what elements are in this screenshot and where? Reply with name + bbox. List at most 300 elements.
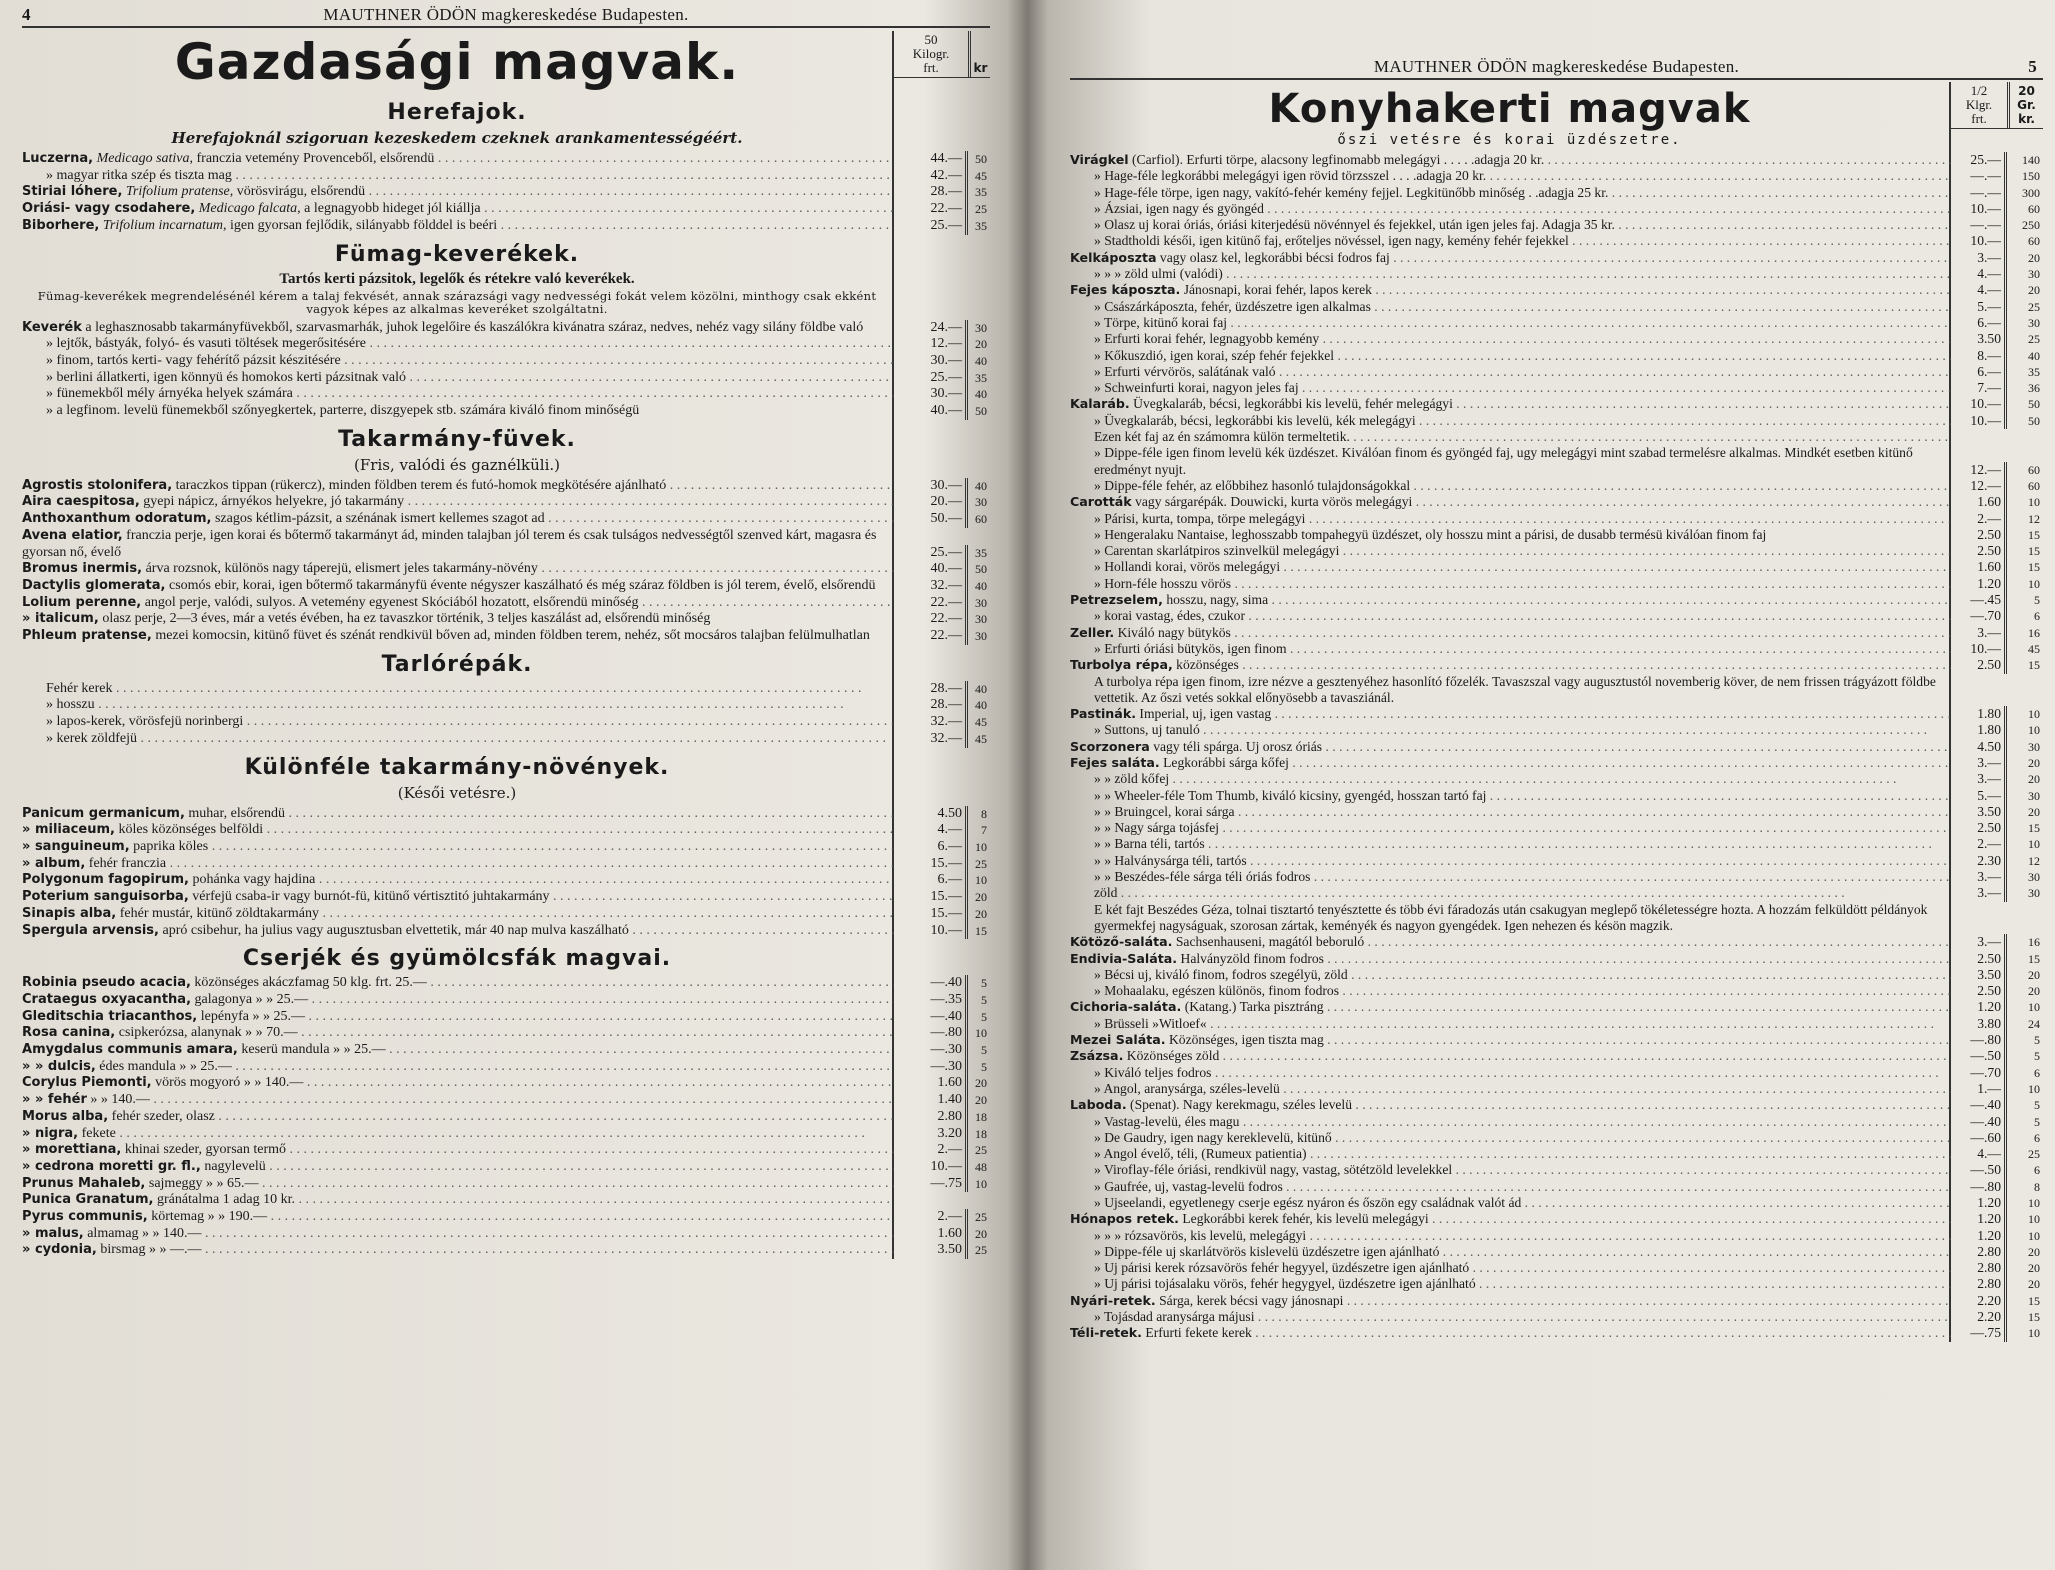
price-cell	[1951, 934, 2043, 950]
item-name: » malus,	[22, 1225, 84, 1241]
item-text	[1070, 511, 1951, 527]
price-kr: 10	[975, 1026, 987, 1041]
item-desc: közönséges akáczfamag	[194, 975, 330, 991]
price-kr: 140	[2022, 153, 2040, 167]
item-text	[1070, 1276, 1951, 1292]
item-desc: » Hollandi korai, vörös melegágyi	[1094, 559, 1281, 575]
price-frt: 1.20	[1951, 576, 2007, 592]
item-text	[1070, 413, 1951, 429]
price-kr: 60	[2028, 234, 2040, 249]
price-frt: 10.—	[1951, 413, 2007, 429]
price-cell	[1951, 1130, 2043, 1146]
catalog-row	[1070, 1260, 2043, 1276]
price-frt: 22.—	[894, 628, 968, 645]
catalog-row	[1070, 625, 2043, 641]
price-cell	[1951, 1325, 2043, 1341]
catalog-row	[22, 511, 990, 528]
price-kr: 40	[975, 353, 987, 368]
price-cell	[894, 856, 990, 873]
item-desc: E két fajt Beszédes Géza, tolnai tisztartó tenyésztette és több évi fáradozás után csakugyan meglepő tökéletességre hozta. A hozzám felküldött példányok gyermekfej nagyságuak, szorosan zártak, keményék és nagyon gyengédek. Igen nehezen és késön magzik.	[1094, 901, 1928, 933]
item-desc: » Schweinfurti korai, nagyon jeles faj	[1094, 380, 1299, 396]
item-desc: köles közönséges belföldi	[118, 822, 264, 838]
catalog-row	[22, 1209, 990, 1226]
item-text	[1070, 739, 1951, 755]
item-extra: » » —.—	[148, 1242, 202, 1258]
item-text	[1070, 1244, 1951, 1260]
item-text	[1070, 788, 1951, 804]
price-cell	[1951, 657, 2043, 673]
price-cell	[1951, 1114, 2043, 1130]
price-frt: 12.—	[1951, 478, 2007, 494]
catalog-row	[1070, 364, 2043, 380]
price-cell	[894, 923, 990, 940]
item-desc: » Angol, aranysárga, széles-levelü	[1094, 1080, 1280, 1096]
item-desc: » » Nagy sárga tojásfej	[1094, 820, 1220, 836]
price-kr: 5	[2034, 593, 2040, 608]
catalog-row	[22, 1009, 990, 1026]
price-cell	[894, 511, 990, 528]
item-text	[1070, 364, 1951, 380]
item-text	[1070, 755, 1951, 771]
price-kr: 60	[975, 512, 987, 527]
price-kr: 30	[2028, 870, 2040, 885]
price-frt: 3.—	[1951, 755, 2007, 771]
item-text	[1070, 1114, 1951, 1130]
item-desc: (Carfiol). Erfurti törpe, alacsony legfinomabb melegágyi . . . . .adagja 20 kr.	[1132, 152, 1545, 167]
price-kr: 30	[975, 629, 987, 644]
item-name: Poterium sanguisorba,	[22, 889, 189, 905]
item-desc: khinai szeder, gyorsan termő	[124, 1142, 287, 1158]
catalog-row	[22, 151, 990, 168]
price-cell	[894, 1025, 990, 1042]
item-text	[22, 403, 894, 420]
price-cell	[1951, 299, 2043, 315]
price-cell	[1951, 625, 2043, 641]
price-cell	[894, 839, 990, 856]
catalog-row	[1070, 494, 2043, 510]
price-frt: —.—	[1951, 217, 2007, 233]
item-name: Sinapis alba,	[22, 905, 117, 921]
tarlorepak-list	[22, 681, 990, 748]
price-kr: 20	[975, 890, 987, 905]
price-cell	[894, 578, 990, 595]
price-kr: 15	[2028, 1293, 2040, 1308]
item-text	[22, 528, 894, 561]
item-desc: Közönséges zöld	[1126, 1048, 1220, 1064]
catalog-row	[22, 872, 990, 889]
frt-label: frt.	[1971, 111, 1987, 126]
price-kr: 20	[975, 906, 987, 921]
item-text	[1070, 250, 1951, 266]
item-name: » sanguineum,	[22, 838, 130, 854]
price-kr: 35	[2028, 364, 2040, 379]
item-desc: fehér franczia	[88, 855, 167, 871]
price-frt: 28.—	[894, 681, 968, 698]
item-text	[22, 353, 894, 370]
item-desc: hosszu, nagy, sima	[1166, 592, 1269, 608]
price-cell	[894, 1209, 990, 1226]
catalog-row	[1070, 152, 2043, 168]
price-frt: 3.—	[1951, 625, 2007, 641]
price-kr: 5	[981, 1043, 987, 1058]
item-desc: » Császárkáposzta, fehér, üzdészetre igen alkalmas	[1094, 298, 1371, 314]
item-desc: » Carentan skarlátpiros szinvelkül melegágyi	[1094, 543, 1340, 559]
catalog-row	[22, 714, 990, 731]
price-cell	[1951, 527, 2043, 543]
price-kr: 40	[975, 681, 987, 696]
catalog-row	[22, 1075, 990, 1092]
price-frt: 2.20	[1951, 1293, 2007, 1309]
item-text	[22, 1126, 894, 1143]
catalog-row	[1070, 592, 2043, 608]
price-frt: 2.50	[1951, 527, 2007, 543]
item-desc: » finom, tartós kerti- vagy fehérítő pázsit készitésére	[46, 352, 341, 368]
price-kr: 30	[975, 320, 987, 335]
item-desc: lepényfa	[200, 1008, 249, 1024]
price-kr: 5	[981, 976, 987, 991]
qty-label: 1/2	[1970, 83, 1988, 98]
price-kr: 25	[975, 856, 987, 871]
catalog-row	[1070, 836, 2043, 852]
price-cell	[1951, 168, 2043, 184]
item-desc: » Hengeralaku Nantaise, leghosszabb tompahegyü üzdészet, oly hosszu mint a párisi, de dusabb termésü kiválóan finom faj	[1094, 526, 1767, 542]
unit-label: Kilogr.	[912, 46, 950, 61]
item-desc: » Uj párisi kerek rózsavörös fehér hegyyel, üzdészetre igen ajánlható	[1094, 1260, 1470, 1276]
price-kr: 50	[975, 562, 987, 577]
price-cell	[894, 386, 990, 403]
catalog-row	[1070, 1162, 2043, 1178]
price-kr: 5	[2034, 1033, 2040, 1048]
price-kr: 40	[2028, 348, 2040, 363]
herefajok-list	[22, 151, 990, 235]
price-frt: 15.—	[894, 906, 968, 923]
catalog-row	[22, 386, 990, 403]
left-grid	[22, 31, 990, 1259]
item-text	[1070, 380, 1951, 396]
price-kr: 25	[2028, 1147, 2040, 1162]
item-text	[1070, 1195, 1951, 1211]
item-text	[22, 320, 894, 337]
catalog-row	[22, 628, 990, 645]
item-text	[22, 731, 894, 748]
price-kr: 7	[981, 823, 987, 838]
konyhakerti-list	[1070, 152, 2043, 1342]
item-text	[1070, 657, 1951, 673]
price-frt: 2.—	[894, 1142, 968, 1159]
item-desc: Legkorábbi kerek fehér, kis levelü melegágyi	[1182, 1211, 1429, 1227]
price-kr: 10	[975, 839, 987, 854]
item-name: Fejes káposzta.	[1070, 282, 1181, 298]
catalog-row	[22, 1025, 990, 1042]
price-frt: 4.50	[894, 806, 968, 823]
price-cell	[1951, 380, 2043, 396]
price-kr: 15	[975, 923, 987, 938]
price-cell	[894, 1009, 990, 1026]
price-frt: 7.—	[1951, 380, 2007, 396]
price-kr: 30	[975, 612, 987, 627]
item-extra: » » 25.—	[333, 1042, 386, 1058]
kulonfele-list	[22, 806, 990, 940]
price-cell	[894, 201, 990, 218]
price-frt: 30.—	[894, 386, 968, 403]
price-cell	[1951, 1081, 2043, 1097]
item-text	[1070, 1162, 1951, 1178]
item-text	[1070, 201, 1951, 217]
catalog-row	[22, 1059, 990, 1076]
price-kr: 10	[2028, 1228, 2040, 1243]
item-extra: » » 65.—	[206, 1175, 259, 1191]
price-kr: 20	[975, 1076, 987, 1091]
price-cell	[894, 1126, 990, 1143]
item-name: Scorzonera	[1070, 738, 1150, 754]
price-frt: 1.60	[894, 1226, 968, 1243]
price-frt: 3.—	[1951, 934, 2007, 950]
item-desc: » Dippe-féle fehér, az előbbihez hasonló tulajdonságokkal	[1094, 477, 1411, 493]
price-cell	[1951, 413, 2043, 429]
price-cell	[1951, 804, 2043, 820]
price-frt: 4.—	[1951, 282, 2007, 298]
price-kr: 50	[975, 404, 987, 419]
item-name: Crataegus oxyacantha,	[22, 991, 192, 1007]
price-kr: 6	[2034, 1163, 2040, 1178]
price-cell	[1951, 1244, 2043, 1260]
item-text	[1070, 674, 1951, 707]
catalog-row	[1070, 576, 2043, 592]
price-kr: 5	[981, 1009, 987, 1024]
takarmany-list	[22, 478, 990, 645]
price-cell	[1951, 1276, 2043, 1292]
item-text	[1070, 396, 1951, 412]
price-kr: 15	[2028, 1310, 2040, 1325]
price-frt: 30.—	[894, 353, 968, 370]
price-frt: 1.80	[1951, 706, 2007, 722]
price-frt: 5.—	[1951, 299, 2007, 315]
catalog-row	[1070, 185, 2043, 201]
price-kr: 40	[975, 478, 987, 493]
item-desc: taraczkos tippan (rükercz), minden földben terem és futó-homok megkötésére ajánlható	[175, 477, 667, 493]
item-text	[1070, 576, 1951, 592]
item-name: Morus alba,	[22, 1108, 109, 1124]
catalog-row	[22, 681, 990, 698]
price-frt: 44.—	[894, 151, 968, 168]
price-frt: —.30	[894, 1059, 968, 1076]
item-desc: » magyar ritka szép és tiszta mag	[46, 167, 232, 183]
item-text	[1070, 983, 1951, 999]
catalog-row	[22, 1159, 990, 1176]
price-frt: —.40	[894, 1009, 968, 1026]
price-kr: 6	[2034, 609, 2040, 624]
price-kr: 10	[975, 1176, 987, 1191]
catalog-row	[1070, 771, 2043, 787]
catalog-row	[22, 1042, 990, 1059]
price-cell	[894, 370, 990, 387]
catalog-row	[22, 906, 990, 923]
price-frt: 2.80	[1951, 1244, 2007, 1260]
item-name: Agrostis stolonifera,	[22, 477, 173, 493]
price-cell	[1951, 462, 2043, 478]
price-frt: 4.—	[1951, 266, 2007, 282]
catalog-row	[1070, 559, 2043, 575]
item-desc: » Tojásdad aranysárga májusi	[1094, 1309, 1255, 1325]
item-name: Keverék	[22, 319, 82, 335]
price-kr: 300	[2022, 185, 2040, 200]
item-text	[22, 611, 894, 628]
price-cell	[894, 320, 990, 337]
catalog-row	[22, 320, 990, 337]
price-kr: 150	[2022, 169, 2040, 184]
price-frt: 6.—	[1951, 315, 2007, 331]
price-frt: 32.—	[894, 714, 968, 731]
price-frt: 10.—	[894, 1159, 968, 1176]
item-desc: » Stadtholdi késői, igen kitünő faj, erőteljes növéssel, igen nagy, kemény fehér fejekkel	[1094, 233, 1569, 249]
catalog-row	[1070, 217, 2043, 233]
item-desc: » kerek zöldfejü	[46, 730, 137, 746]
price-frt: —.70	[1951, 608, 2007, 624]
item-text	[1070, 1179, 1951, 1195]
catalog-row	[22, 923, 990, 940]
price-cell	[1951, 233, 2043, 249]
catalog-row	[1070, 1048, 2043, 1064]
item-text	[22, 578, 894, 595]
section-heading: Cserjék és gyümölcsfák magvai.	[242, 946, 672, 972]
catalog-row	[1070, 869, 2043, 885]
price-kr: 20	[2028, 967, 2040, 982]
catalog-row	[1070, 233, 2043, 249]
item-text	[1070, 348, 1951, 364]
item-name: » album,	[22, 855, 86, 871]
item-name: Fejes saláta.	[1070, 754, 1160, 770]
item-text	[1070, 1081, 1951, 1097]
item-text	[1070, 951, 1951, 967]
price-cell	[1951, 1016, 2043, 1032]
price-frt: 2.—	[894, 1209, 968, 1226]
item-latin: Medicago falcata,	[198, 201, 301, 217]
catalog-row	[1070, 967, 2043, 983]
qty-label: 50	[924, 32, 938, 47]
price-kr: 25	[975, 202, 987, 217]
item-desc: » Dippe-féle igen finom levelü kék üzdészet. Kiválóan finom és gyöngéd faj, ugy melegágyi mint szabad termelésre alkalmas. Mindkét esetben kitünő eredményt nyujt.	[1094, 445, 1913, 477]
item-text	[1070, 543, 1951, 559]
price-cell	[1951, 152, 2043, 168]
item-extra: » » 25.—	[179, 1058, 232, 1074]
item-extra: » » 190.—	[207, 1209, 268, 1225]
catalog-row	[22, 822, 990, 839]
item-desc: » a legfinom. levelü fünemekből szőnyegkertek, parterre, diszgyepek stb. számára kiváló finom minőségü	[46, 403, 640, 419]
price-kr: 10	[2028, 1212, 2040, 1227]
price-cell	[1951, 608, 2043, 624]
item-text	[1070, 1293, 1951, 1309]
item-name: Corylus Piemonti,	[22, 1075, 152, 1091]
price-kr: 25	[2028, 332, 2040, 347]
item-desc: pohánka vagy hajdina	[192, 872, 316, 888]
item-name: Polygonum fagopirum,	[22, 872, 189, 888]
price-cell	[1951, 1228, 2043, 1244]
price-cell	[894, 731, 990, 748]
item-name: Panicum germanicum,	[22, 805, 185, 821]
item-name: Carották	[1070, 494, 1132, 510]
price-cell	[1951, 739, 2043, 755]
price-kr: 8	[981, 806, 987, 821]
price-cell	[894, 611, 990, 628]
price-cell	[894, 353, 990, 370]
item-text	[22, 1025, 894, 1042]
catalog-row	[1070, 1081, 2043, 1097]
page-title: Konyhakerti magvak	[1268, 86, 1751, 132]
price-cell	[894, 872, 990, 889]
item-text	[1070, 478, 1951, 494]
item-name: Téli-retek.	[1070, 1325, 1142, 1341]
price-frt: 42.—	[894, 168, 968, 185]
item-name: Turbolya répa,	[1070, 657, 1173, 673]
item-name: Anthoxanthum odoratum,	[22, 511, 212, 527]
item-text	[1070, 1146, 1951, 1162]
catalog-row	[1070, 1211, 2043, 1227]
catalog-row	[22, 1176, 990, 1193]
price-frt: 15.—	[894, 889, 968, 906]
price-cell	[894, 714, 990, 731]
item-text	[22, 806, 894, 823]
catalog-row	[1070, 266, 2043, 282]
item-desc: » Erfurti korai fehér, legnagyobb kemény	[1094, 331, 1320, 347]
price-kr: 10	[2028, 1196, 2040, 1210]
price-kr: 45	[975, 715, 987, 730]
price-frt: —.—	[1951, 185, 2007, 201]
item-text	[22, 923, 894, 940]
catalog-row	[1070, 299, 2043, 315]
price-kr: 40	[975, 698, 987, 713]
price-cell	[1951, 771, 2043, 787]
price-cell	[1951, 185, 2043, 201]
item-desc: vagy sárgarépák. Douwicki, kurta vörös melegágyi	[1135, 494, 1413, 510]
price-kr: 60	[2028, 462, 2040, 477]
item-desc: mezei komocsin, kitünő füvet és szénát rendkivül bőven ad, minden földben terem, nehéz, sőt mocsáros talajban felülmulhatlan	[155, 628, 870, 644]
catalog-row	[22, 336, 990, 353]
price-kr: 10	[2028, 576, 2040, 591]
price-cell	[1951, 1179, 2043, 1195]
item-desc: » Mohaalaku, egészen különös, finom fodros	[1094, 983, 1340, 999]
item-text	[22, 906, 894, 923]
price-frt: 25.—	[894, 545, 968, 562]
price-frt: 12.—	[894, 336, 968, 353]
price-kr: 20	[2028, 772, 2040, 787]
price-kr: 50	[2028, 397, 2040, 412]
price-kr: 15	[2028, 821, 2040, 836]
section-note: (Fris, valódi és gaznélküli.)	[354, 455, 560, 474]
item-name: Nyári-retek.	[1070, 1292, 1156, 1308]
item-name: Luczerna,	[22, 151, 94, 166]
price-kr: 35	[975, 218, 987, 233]
price-kr: 60	[2028, 201, 2040, 216]
price-cell	[1951, 951, 2043, 967]
item-name: Dactylis glomerata,	[22, 577, 166, 593]
item-desc: csomós ebir, korai, igen bőtermő takarmányfü évente négyszer kaszálható és még száraz földben is jól terem, évelő, elsőrendü	[168, 577, 876, 593]
catalog-row	[1070, 396, 2043, 412]
price-kr: 10	[2028, 707, 2040, 722]
catalog-row	[22, 731, 990, 748]
price-cell	[1951, 266, 2043, 282]
catalog-row	[1070, 983, 2043, 999]
item-desc: gyepi nápicz, árnyékos helyekre, jó takarmány	[143, 494, 405, 510]
price-kr: 20	[2028, 250, 2040, 265]
price-kr: 8	[2034, 1179, 2040, 1194]
item-desc: (Spenat). Nagy kerekmagu, széles levelü	[1130, 1097, 1352, 1113]
unit-label: Klgr.	[1965, 97, 1993, 112]
item-extra: » » 140.—	[142, 1225, 202, 1241]
catalog-row	[22, 184, 990, 201]
item-text	[1070, 999, 1951, 1015]
price-cell	[894, 218, 990, 235]
price-frt: 3.—	[1951, 250, 2007, 266]
